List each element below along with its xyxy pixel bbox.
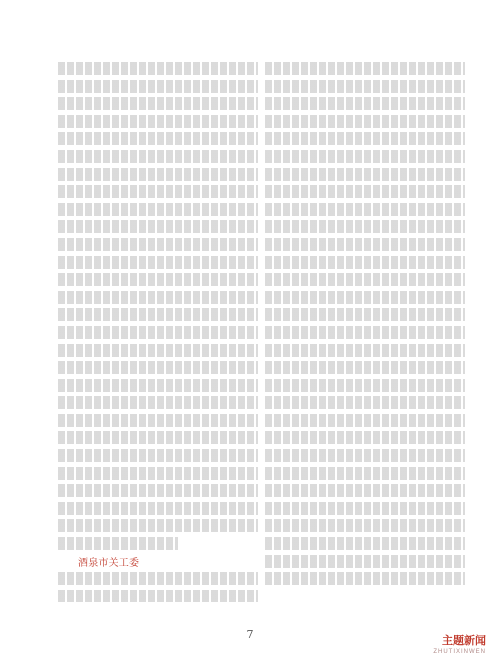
brand-name: 主题新闻 [442,635,486,647]
left-column [58,62,258,602]
brand-subtitle: ZHUTIXINWEN [433,649,486,655]
highlight-lead: 酒泉市关工委 [78,557,140,569]
right-column [265,62,465,602]
brand-logo [433,636,486,658]
highlight-paragraph [58,555,258,573]
page-number: 7 [246,628,254,641]
